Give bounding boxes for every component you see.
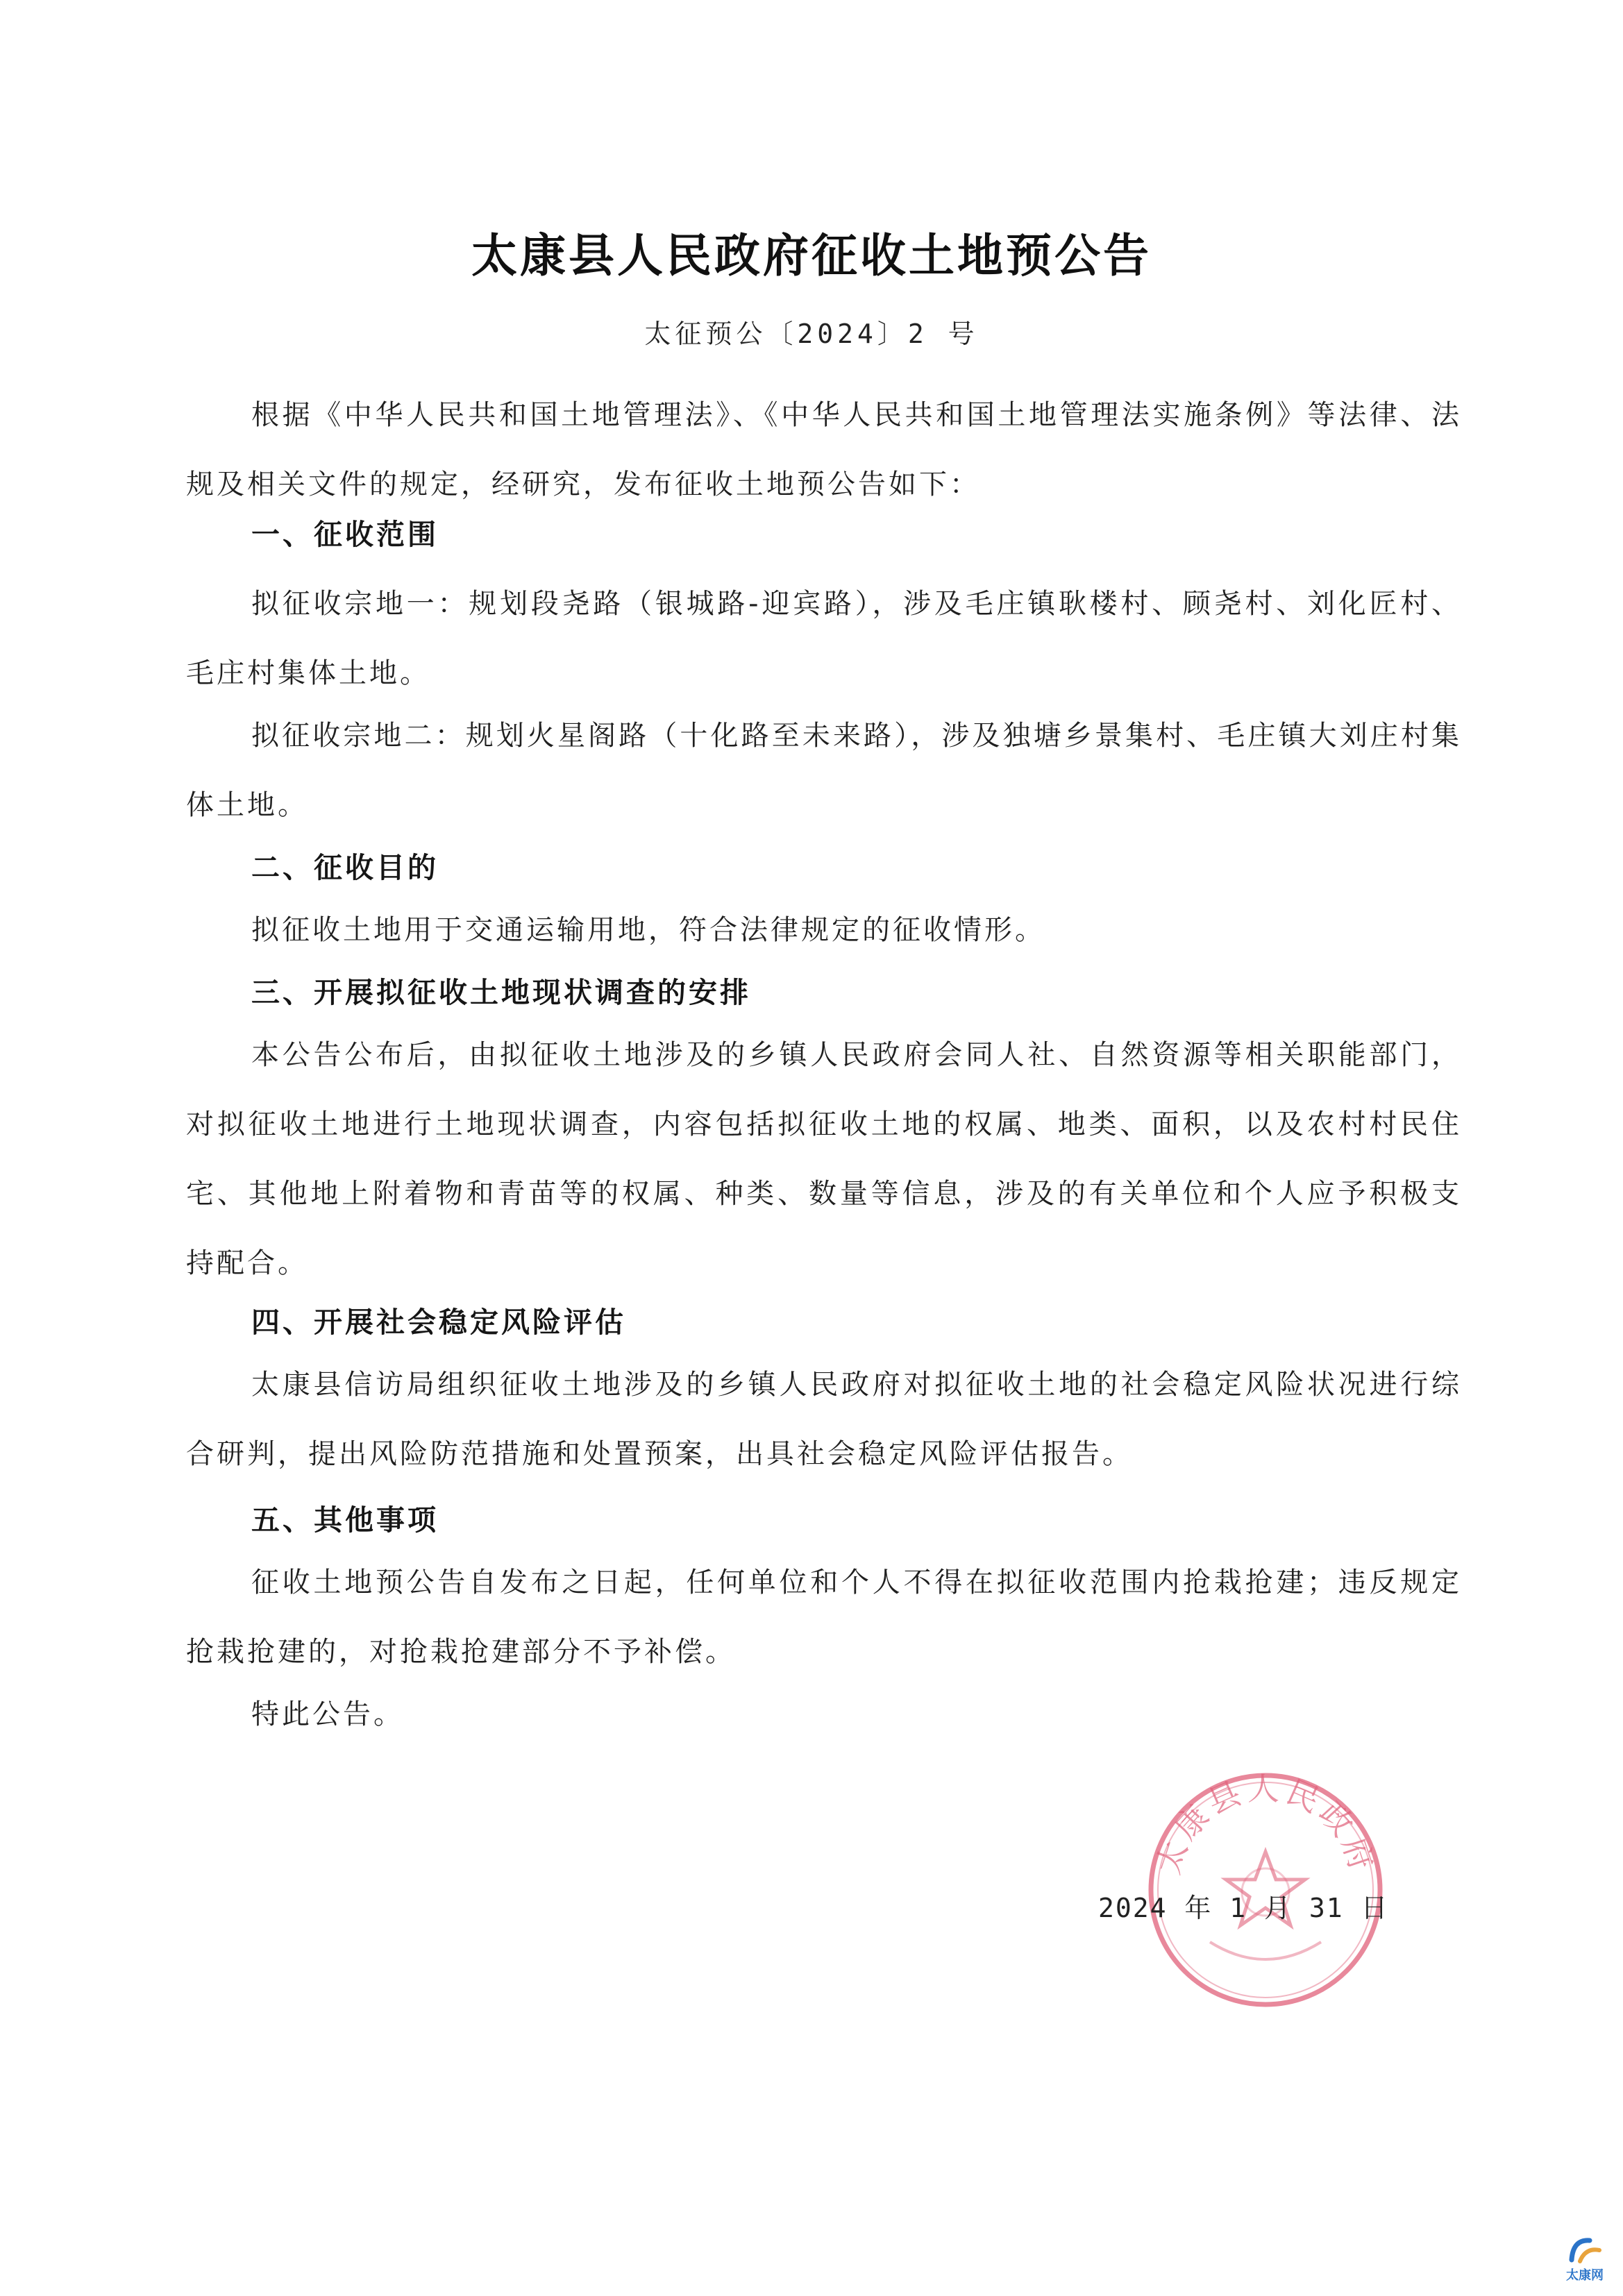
closing-text: 特此公告。 <box>251 1698 404 1730</box>
intro-paragraph: 根据《中华人民共和国土地管理法》、《中华人民共和国土地管理法实施条例》等法律、法规及相关文件的规定，经研究，发布征收土地预公告如下： <box>186 399 1462 500</box>
watermark-text: 太康网 <box>1566 2268 1604 2283</box>
section-5-paragraph-1: 征收土地预公告自发布之日起，任何单位和个人不得在拟征收范围内抢栽抢建；违反规定抢栽抢建的，对抢栽抢建部分不予补偿。 <box>186 1567 1462 1668</box>
section-2-heading: 二、征收目的 <box>251 851 439 884</box>
section-3-paragraph-1: 本公告公布后，由拟征收土地涉及的乡镇人民政府会同人社、自然资源等相关职能部门，对拟征收土地进行土地现状调查，内容包括拟征收土地的权属、地类、面积，以及农村村民住宅、其他地上附着物和青苗等的权属、种类、数量等信息，涉及的有关单位和个人应予积极支持配合。 <box>186 1039 1462 1279</box>
section-4-heading: 四、开展社会稳定风险评估 <box>251 1306 626 1339</box>
section-4-paragraph-1: 太康县信访局组织征收土地涉及的乡镇人民政府对拟征收土地的社会稳定风险状况进行综合研判，提出风险防范措施和处置预案，出具社会稳定风险评估报告。 <box>186 1369 1462 1470</box>
section-1-paragraph-2: 拟征收宗地二：规划火星阁路（十化路至未来路），涉及独塘乡景集村、毛庄镇大刘庄村集体土地。 <box>186 720 1462 821</box>
seal-text: 太康县人民政府 <box>1149 1770 1382 1879</box>
watermark-logo-icon <box>1559 2232 1611 2268</box>
site-watermark <box>1559 2232 1611 2286</box>
section-2-paragraph-1: 拟征收土地用于交通运输用地，符合法律规定的征收情形。 <box>251 914 1045 946</box>
section-1-heading: 一、征收范围 <box>251 518 439 551</box>
section-3-heading: 三、开展拟征收土地现状调查的安排 <box>251 976 751 1009</box>
document-title: 太康县人民政府征收土地预公告 <box>471 228 1152 282</box>
document-number: 太征预公〔2024〕2 号 <box>644 319 979 349</box>
section-5-heading: 五、其他事项 <box>251 1503 439 1537</box>
section-1-paragraph-1: 拟征收宗地一：规划段尧路（银城路-迎宾路），涉及毛庄镇耿楼村、顾尧村、刘化匠村、毛庄村集体土地。 <box>186 588 1462 689</box>
document-date: 2024 年 1 月 31 日 <box>1098 1893 1389 1923</box>
